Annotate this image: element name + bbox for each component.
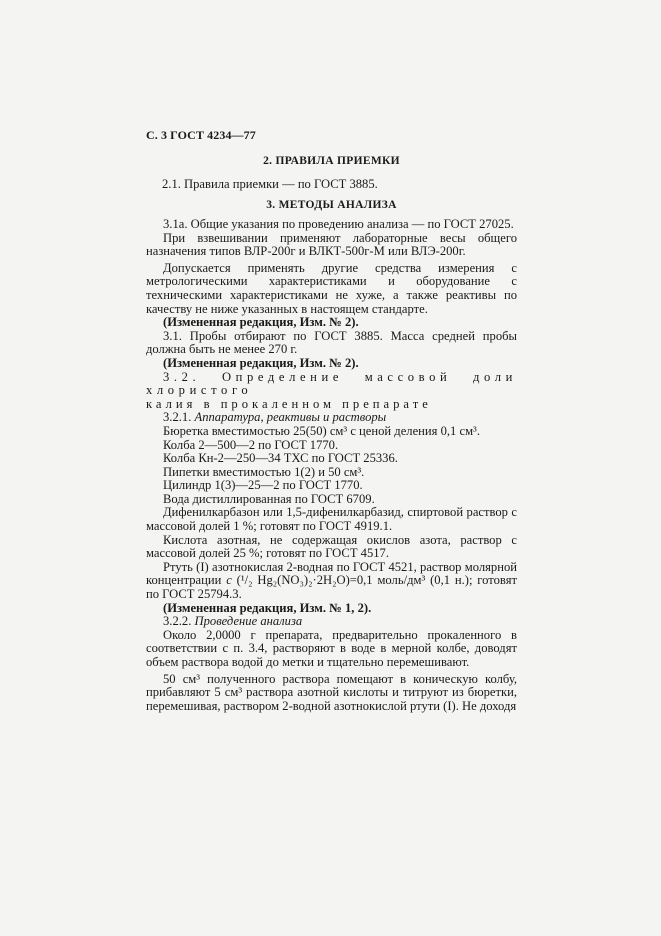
revision-note: (Измененная редакция, Изм. № 1, 2). xyxy=(163,600,372,615)
section-3-title: 3. МЕТОДЫ АНАЛИЗА xyxy=(266,199,397,211)
item-water: Вода дистиллированная по ГОСТ 6709. xyxy=(163,491,375,506)
paragraph-3-2-1 xyxy=(146,411,517,425)
item-mercury-nitrate xyxy=(146,561,517,602)
clause-title: Проведение анализа xyxy=(194,614,303,629)
paragraph-3-2-2 xyxy=(146,615,517,629)
paragraph-allowed: Допускается применять другие средства измерения с метрологическими характеристиками и оборудование с техническими характеристиками не хуже, а также реактивы по качеству не ниже указанных в настоящем стандарте. xyxy=(146,260,517,316)
paragraph-3-2-title: 3.2. Определение массовой доли хлористого xyxy=(146,369,517,398)
revision-note: (Измененная редакция, Изм. № 2). xyxy=(163,355,359,370)
paragraph-2-1: 2.1. Правила приемки — по ГОСТ 3885. xyxy=(162,177,378,191)
item-burette: Бюретка вместимостью 25(50) см³ с ценой деления 0,1 см³. xyxy=(163,423,480,438)
mercury-symbol: c xyxy=(226,573,232,588)
section-3-body xyxy=(146,218,517,713)
item-diphenylcarbazone: Дифенилкарбазон или 1,5-дифенилкарбазид, спиртовой раствор с массовой долей 1 %; готовят по ГОСТ 4919.1. xyxy=(146,505,517,534)
item-pipettes: Пипетки вместимостью 1(2) и 50 см³. xyxy=(163,464,365,479)
mercury-text-b: (¹/₂ Hg₂(NO₃)₂·2H₂O)=0,1 моль/дм³ (0,1 н.); готовят по ГОСТ 25794.3. xyxy=(146,573,517,602)
section-2-title: 2. ПРАВИЛА ПРИЕМКИ xyxy=(263,155,400,167)
item-flask-2: Колба Кн-2—250—34 ТХС по ГОСТ 25336. xyxy=(163,451,398,466)
item-nitric-acid: Кислота азотная, не содержащая окислов азота, раствор с массовой долей 25 %; готовят по ГОСТ 4517. xyxy=(146,532,517,561)
paragraph-3-1a: 3.1а. Общие указания по проведению анализа — по ГОСТ 27025. xyxy=(163,217,514,231)
revision-note: (Измененная редакция, Изм. № 2). xyxy=(163,315,359,330)
clause-title: Аппаратура, реактивы и растворы xyxy=(194,410,387,425)
item-cylinder: Цилиндр 1(3)—25—2 по ГОСТ 1770. xyxy=(163,478,363,493)
mercury-text-a: Ртуть (I) азотнокислая 2-водная по ГОСТ 4521, раствор молярной концентрации xyxy=(146,559,517,588)
clause-number: 3.2.2. xyxy=(163,614,192,629)
paragraph-3-2-title-cont: калия в прокаленном препарате xyxy=(146,396,432,411)
paragraph-weighing: При взвешивании применяют лабораторные весы общего назначения типов ВЛР-200г и ВЛКТ-500г-М или ВЛЭ-200г. xyxy=(146,230,517,259)
page-header: С. 3 ГОСТ 4234—77 xyxy=(146,128,256,142)
procedure-paragraph-2: 50 см³ полученного раствора помещают в коническую колбу, прибавляют 5 см³ раствора азотной кислоты и титруют из бюретки, перемешивая, раствором 2-водной азотнокислой ртути (I). Не доходя xyxy=(146,671,517,713)
paragraph-3-1: 3.1. Пробы отбирают по ГОСТ 3885. Масса средней пробы должна быть не менее 270 г. xyxy=(146,328,517,357)
procedure-paragraph-1: Около 2,0000 г препарата, предварительно прокаленного в соответствии с п. 3.4, растворяют в воде в мерной колбе, доводят объем раствора водой до метки и тщательно перемешивают. xyxy=(146,627,517,669)
item-flask-1: Колба 2—500—2 по ГОСТ 1770. xyxy=(163,437,339,452)
clause-number: 3.2.1. xyxy=(163,410,192,425)
